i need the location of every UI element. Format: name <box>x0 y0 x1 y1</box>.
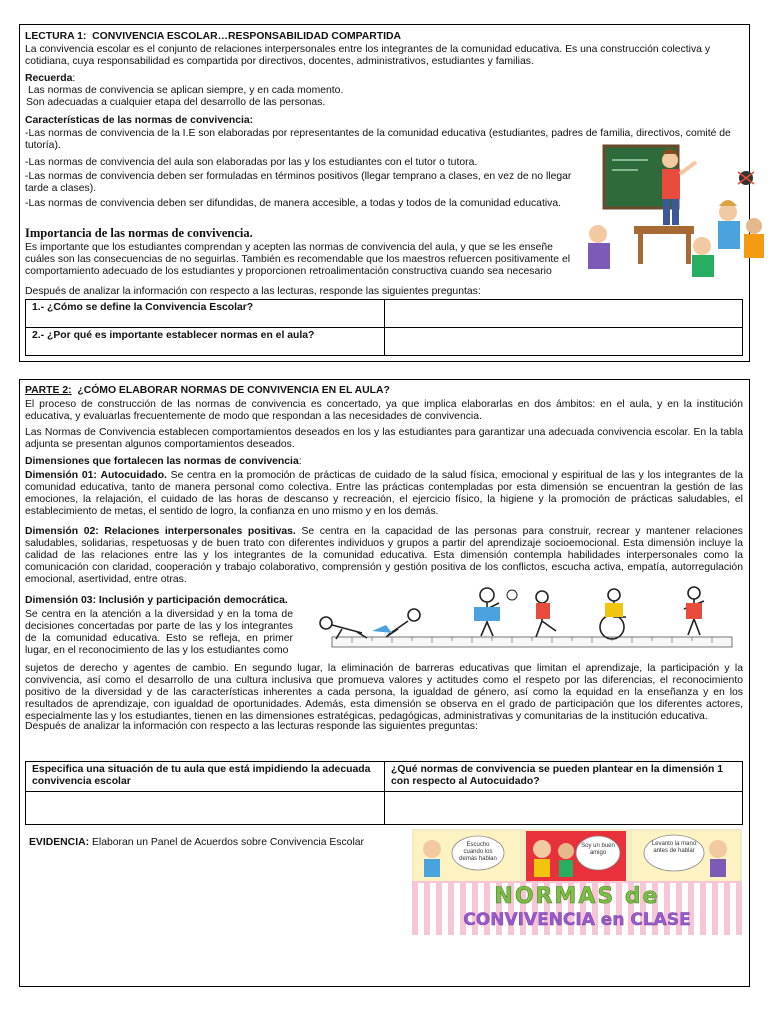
banner-title: NORMAS de <box>494 884 660 909</box>
table2-header-1: Especifica una situación de tu aula que está impidiendo la adecuada convivencia escolar <box>26 762 385 792</box>
part2-questions-table <box>25 761 743 825</box>
importancia-text: Es importante que los estudiantes comprendan y acepten las normas de convivencia del aula, y que se les enseñe cuáles son las consecuencias de no seguirlas. También es recomendable que los maestros refuercen positivamente el comportamiento adecuado de los estudiantes y proporcionen retroalimentación constructiva cuando sea necesario <box>25 242 571 277</box>
dimensiones-label: Dimensiones que fortalecen las normas de convivencia: <box>25 456 302 467</box>
part2-title <box>25 385 625 397</box>
dim1-text: Se centra en la promoción de prácticas de cuidado de la salud física, emocional y espiritual de las y los integrantes de la comunidad educativa, tanto de manera personal como colectiva. Entre las prácticas contempladas por esta dimensión se encuentran la gestión de las emociones, la relajación, el cuidado de las horas de descanso y recreación, el ejercicio físico, la higiene y la promoción de prácticas saludables, el establecimiento de metas, el sentido de logro, la confianza en uno mismo y en los demás. <box>25 470 743 517</box>
part1-questions-table <box>25 299 743 356</box>
dim2-paragraph: Dimensión 02: Relaciones interpersonales positivas. Se centra en la capacidad de las personas para construir, recrear y mantener relaciones saludables, solidarias, respetuosas y de buen trato con diferentes individuos y grupos a partir del aprendizaje socioemocional. Esta dimensión incluye la calidad de las relaciones entre las y los integrantes de la comunidad educativa. Esta dimensión contempla habilidades interpersonales como la comunicación con claridad, cooperación y trabajo colaborativo, comprensión y gestión positiva de los conflictos, escucha activa, empatía, autorregulación emocional, asertividad, entre otras. <box>25 526 743 585</box>
dim3-heading: Dimensión 03: Inclusión y participación democrática. <box>25 595 288 606</box>
part1-intro: La convivencia escolar es el conjunto de relaciones interpersonales entre los integrantes de la comunidad educativa. Es una construcción colectiva y cotidiana, cuya responsabilidad es compartida por directivos, docentes, administrativos, estudiantes y familias. <box>25 44 711 67</box>
part1-title-label: LECTURA 1: <box>25 31 87 42</box>
question-2: 2.- ¿Por qué es importante establecer normas en el aula? <box>26 328 385 356</box>
table2-header-2: ¿Qué normas de convivencia se pueden plantear en la dimensión 1 con respecto al Autocuidado? <box>385 762 743 792</box>
answer-1-field[interactable] <box>385 300 743 328</box>
bubble-amigo: Soy un buen amigo <box>581 843 615 856</box>
caracteristica-item-3: -Las normas de convivencia deben ser formuladas en términos positivos (llegar temprano a clases, en vez de no llegar tarde a clases). <box>25 171 572 194</box>
normas-banner <box>412 829 742 935</box>
recuerda-block: Recuerda: Las normas de convivencia se aplican siempre, y en cada momento. Son adecuadas a cualquier etapa del desarrollo de las personas. <box>25 73 565 109</box>
caracteristica-item-4: -Las normas de convivencia deben ser difundidas, de manera accesible, a todas y todos de la comunidad educativa. <box>25 198 562 209</box>
caracteristicas-label: Características de las normas de convivencia: <box>25 115 254 126</box>
dim1-paragraph: Dimensión 01: Autocuidado. Se centra en la promoción de prácticas de cuidado de la salud física, emocional y espiritual de las y los integrantes de la comunidad educativa, tanto de manera personal como colectiva. Entre las prácticas contempladas por esta dimensión se encuentran la gestión de las emociones, la relajación, el cuidado de las horas de descanso y recreación, el ejercicio físico, la higiene y la promoción de prácticas saludables, el establecimiento de metas, el sentido de logro, la confianza en uno mismo y en los demás. <box>25 470 743 517</box>
situation-answer-field[interactable] <box>26 792 385 825</box>
caracteristica-item-2: -Las normas de convivencia del aula son elaboradas por las y los estudiantes con el tutor o tutora. <box>25 157 478 168</box>
part1-title <box>25 31 625 43</box>
dim1-label: Dimensión 01 <box>25 470 94 481</box>
classroom-illustration <box>578 142 768 280</box>
part2-para-1: El proceso de construcción de las normas de convivencia es concertado, ya que implica elaborarlas en dos ámbitos: en el aula, y en la institución educativa, y evaluarlas frecuentemente de modo que respondan a las necesidades de convivencia. <box>25 399 743 422</box>
answer-2-field[interactable] <box>385 328 743 356</box>
dim2-name: Relaciones interpersonales positivas <box>104 526 293 537</box>
importancia-title: Importancia de las normas de convivencia. <box>25 226 253 240</box>
dim2-label: Dimensión 02 <box>25 526 96 537</box>
part1-title-text: CONVIVENCIA ESCOLAR…RESPONSABILIDAD COMPARTIDA <box>92 31 402 42</box>
evidencia-text: Elaboran un Panel de Acuerdos sobre Convivencia Escolar <box>91 837 365 848</box>
inclusion-illustration <box>312 585 742 660</box>
bubble-levanto: Levanto la mano antes de hablar <box>651 841 697 854</box>
banner-subtitle: CONVIVENCIA en CLASE <box>463 910 691 930</box>
recuerda-line-1: Las normas de convivencia se aplican siempre, y en cada momento. <box>28 85 344 96</box>
evidencia-line: EVIDENCIA: Elaboran un Panel de Acuerdos sobre Convivencia Escolar <box>29 837 365 848</box>
part2-title-text: ¿CÓMO ELABORAR NORMAS DE CONVIVENCIA EN EL AULA? <box>77 385 390 396</box>
recuerda-label: Recuerda <box>25 73 73 84</box>
evidencia-label: EVIDENCIA <box>29 837 86 848</box>
question-1: 1.- ¿Cómo se define la Convivencia Escolar? <box>26 300 385 328</box>
autocuidado-answer-field[interactable] <box>385 792 743 825</box>
part1-instruction: Después de analizar la información con respecto a las lecturas, responde las siguientes preguntas: <box>25 286 481 297</box>
recuerda-line-2: Son adecuadas a cualquier etapa del desarrollo de las personas. <box>26 97 326 108</box>
part2-title-label: PARTE 2: <box>25 385 72 396</box>
part2-para-2: Las Normas de Convivencia establecen comportamientos deseados en los y las estudiantes para garantizar una adecuada convivencia escolar. En la tabla adjunta se presentan algunos comportamientos deseados. <box>25 427 743 450</box>
caracteristica-item-1: -Las normas de convivencia de la I.E son elaboradas por representantes de la comunidad educativa (estudiantes, padres de familia, directivos, comité de tutoría). <box>25 128 731 151</box>
dim3-text-side: Se centra en la atención a la diversidad y en la toma de decisiones concertadas por parte de las y los integrantes de la comunidad educativa. Esto se refleja, en primer lugar, en el reconocimiento de las y los estudiantes como <box>25 609 293 656</box>
dim3-label: Dimensión 03 <box>25 595 93 606</box>
dim3-text-full: sujetos de derecho y agentes de cambio. En segundo lugar, la eliminación de barreras educativas que limitan el aprendizaje, la participación y la convivencia, así como el desarrollo de una cultura inclusiva que promueva valores y actitudes como el respeto por las diferencias, el reconocimiento positivo de la diversidad y de las características inherentes a cada persona, la igualdad de género, así como la equidad en la enseñanza y en los resultados de aprendizaje, con igualdad de oportunidades. Además, esta dimensión se observa en el grado de participación que los diferentes actores, especialmente las y los estudiantes, tienen en las dimensiones estratégicas, pedagógicas, administrativas y comunitarias de la institución educativa. <box>25 663 743 722</box>
dim3-name: Inclusión y participación democrática <box>98 595 285 606</box>
bubble-escucho: Escucho cuando los demás hablan <box>459 842 497 862</box>
dim2-text: Se centra en la capacidad de las personas para construir, recrear y mantener relaciones saludables, solidarias, respetuosas y de buen trato con diferentes individuos y grupos a partir del aprendizaje socioemocional. Esta dimensión incluye la calidad de las relaciones entre las y los integrantes de la comunidad educativa. Esta dimensión contempla habilidades interpersonales como la comunicación con claridad, cooperación y trabajo colaborativo, comprensión y gestión positiva de los conflictos, escucha activa, empatía, autorregulación emocional, asertividad, entre otras. <box>25 526 743 585</box>
dim1-name: Autocuidado <box>100 470 165 481</box>
part2-instruction: Después de analizar la información con respecto a las lecturas responde las siguientes preguntas: <box>25 721 478 732</box>
